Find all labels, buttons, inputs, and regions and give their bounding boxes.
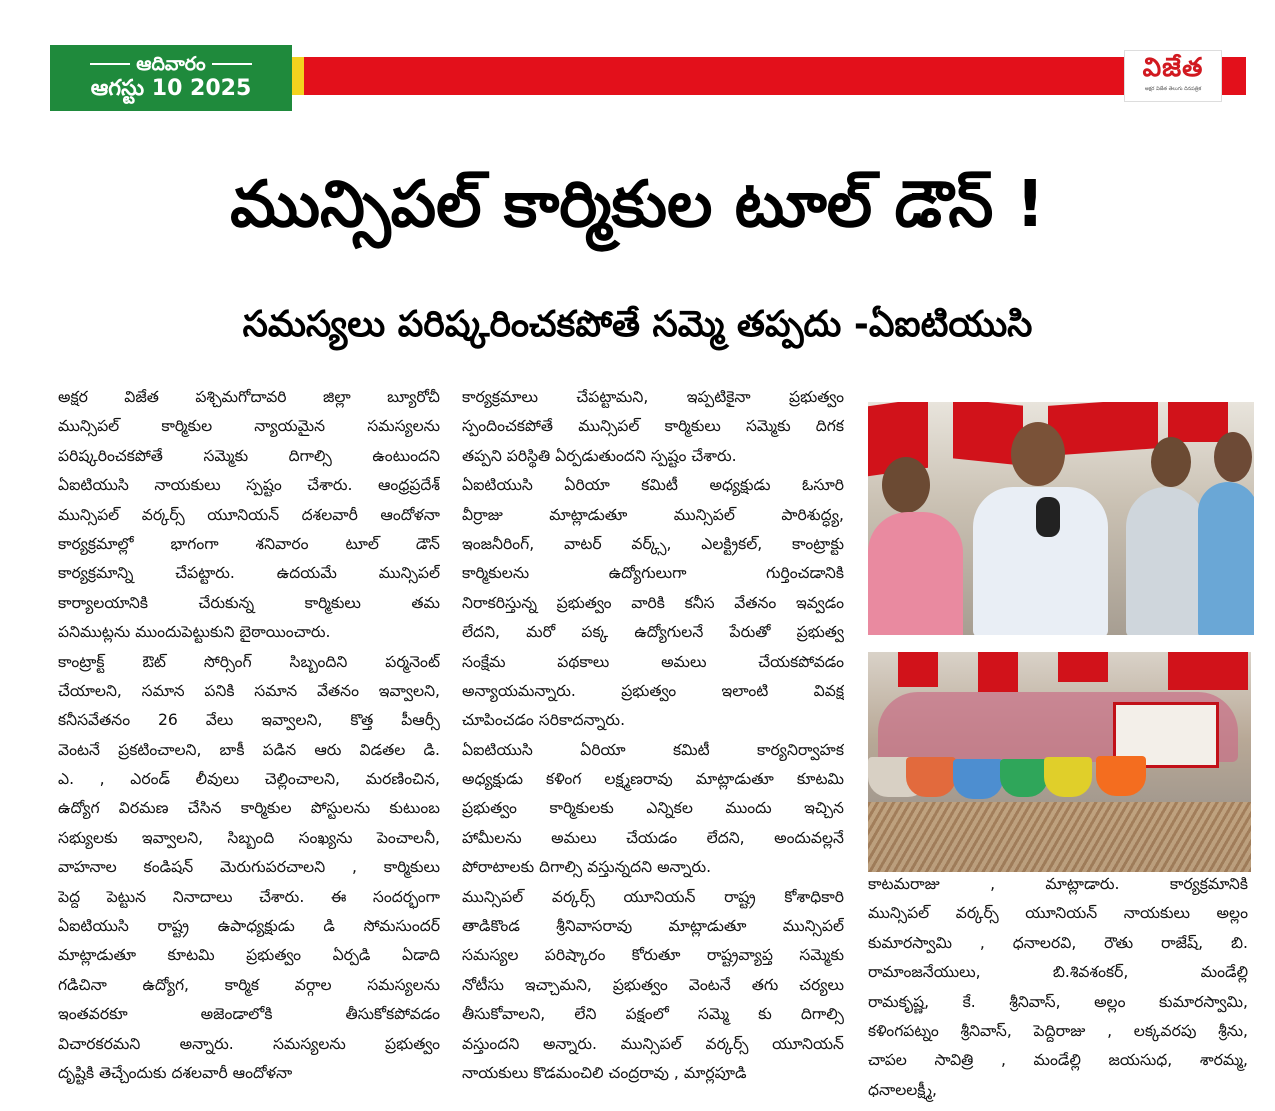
article-text-line: స్పందించకపోతే మున్సిపల్ కార్మికులు సమ్మెకు దిగక: [462, 417, 844, 436]
article-text-line: కాంట్రాక్ట్ ఔట్ సోర్సింగ్ సిబ్బందిని పర్మనెంట్: [58, 652, 440, 671]
article-text-line: మున్సిపల్ వర్కర్స్ యూనియన్ రాష్ట్ర కోశాధికారి: [462, 887, 844, 906]
weekday: ఆదివారం: [136, 53, 206, 75]
article-text-line: ఏఐటియుసి ఏరియా కమిటీ కార్యనిర్వాహక: [462, 740, 844, 759]
article-text-line: రామకృష్ణ, కే. శ్రీనివాస్, అల్లం కుమారస్వామి,: [868, 992, 1248, 1011]
article-text-line: నాయకులు కొడమంచిలి చంద్రరావు , మార్లపూడి: [462, 1063, 747, 1082]
article-text-line: వస్తుందని అన్నారు. మున్సిపల్ వర్కర్స్ యూనియన్: [462, 1034, 844, 1053]
article-text-line: ఉద్యోగ విరమణ చేసిన కార్మికుల పోస్టులను కుటుంబ: [58, 799, 440, 818]
article-text-line: హామీలను అమలు చేయడం లేదని, అందువల్లనే: [462, 828, 844, 847]
person: [868, 512, 963, 635]
article-text-line: రామాంజనేయులు, బి.శివశంకర్, మండేల్లి: [868, 963, 1248, 982]
article-text-line: మున్సిపల్ కార్మికుల న్యాయమైన సమస్యలను: [58, 417, 440, 436]
article-text-line: సమస్యల పరిష్కారం కోరుతూ రాష్ట్రవ్యాప్త సమ్మెకు: [462, 946, 844, 965]
person: [1198, 482, 1254, 635]
article-column-3: [868, 870, 1248, 1105]
article-text-line: కనీసవేతనం 26 వేలు ఇవ్వాలని, కొత్త పీఆర్సీ: [58, 711, 440, 730]
divider: [212, 63, 252, 65]
logo-text: విజేత: [1142, 53, 1204, 83]
masthead-band: [292, 57, 1124, 95]
newspaper-logo: [1124, 50, 1222, 102]
article-text-line: పెద్ద పెట్టున నినాదాలు చేశారు. ఈ సందర్భంగా: [58, 887, 440, 906]
microphone: [1036, 497, 1060, 537]
person-head: [882, 457, 930, 513]
article-text-line: అన్యాయమన్నారు. ప్రభుత్వం ఇలాంటి వివక్ష: [462, 681, 844, 700]
article-text-line: పనిముట్లను ముందుపెట్టుకుని బైఠాయించారు.: [58, 623, 331, 642]
issue-date: ఆగస్టు 10 2025: [90, 76, 252, 101]
date-badge: [50, 45, 292, 111]
tub: [906, 757, 956, 797]
article-text-line: కార్మికులను ఉద్యోగులుగా గుర్తించడానికి: [462, 564, 844, 583]
article-text-line: సంక్షేమ పథకాలు అమలు చేయకపోవడం: [462, 652, 844, 671]
article-text-line: ధనాలలక్ష్మీ,: [868, 1080, 937, 1099]
article-column-2: [462, 383, 844, 1088]
person-head: [1214, 432, 1252, 482]
article-text-line: ఇంతవరకూ అజెండాలోకి తీసుకోకపోవడం: [58, 1005, 440, 1024]
article-text-line: ఇంజనీరింగ్, వాటర్ వర్క్స్, ఎలక్ట్రికల్, కాంట్రాక్టు: [462, 534, 844, 553]
article-text-line: నిరాకరిస్తున్న ప్రభుత్వం వారికి కనీస వేతనం ఇవ్వడం: [462, 593, 844, 612]
article-text-line: కళింగపట్నం శ్రీనివాస్, పెద్దిరాజు , లక్కవరపు శ్రీను,: [868, 1021, 1248, 1040]
article-column-1: [58, 383, 440, 1088]
article-text-line: మున్సిపల్ వర్కర్స్ యూనియన్ నాయకులు అల్లం: [868, 904, 1248, 923]
article-text-line: ఏఐటియుసి రాష్ట్ర ఉపాధ్యక్షుడు డి సోమసుందర్: [58, 917, 440, 936]
divider: [90, 63, 130, 65]
article-text-line: కాటమరాజు , మాట్లాడారు. కార్యక్రమానికి: [868, 875, 1248, 893]
article-text-line: కార్యక్రమాన్ని చేపట్టారు. ఉదయమే మున్సిపల్: [58, 564, 440, 583]
red-flag: [978, 652, 1018, 692]
article-text-line: నోటీసు ఇచ్చామని, ప్రభుత్వం వెంటనే తగు చర్యలు: [462, 975, 844, 994]
masthead-accent: [292, 57, 304, 95]
article-text-line: చాపల సావిత్రి , మండేల్లి జయసుధ, శారమ్మ,: [868, 1051, 1248, 1070]
tub: [1044, 757, 1092, 797]
weekday-row: [50, 53, 292, 75]
article-text-line: చూపించడం సరికాదన్నారు.: [462, 711, 626, 730]
article-text-line: దృష్టికి తెచ్చేందుకు దశలవారీ ఆందోళనా: [58, 1063, 293, 1082]
article-text-line: కార్యక్రమాలు చేపట్టామని, ఇప్పటికైనా ప్రభుత్వం: [462, 388, 844, 406]
red-flag: [1168, 652, 1248, 690]
article-text-line: పరిష్కరించకపోతే సమ్మెకు దిగాల్సి ఉంటుందని: [58, 446, 440, 465]
article-text-line: ఏఐటియుసి ఏరియా కమిటీ అధ్యక్షుడు ఓసూరి: [462, 476, 844, 495]
red-flag: [898, 652, 938, 687]
red-flag: [1168, 402, 1228, 442]
article-text-line: వీర్రాజు మాట్లాడుతూ మున్సిపల్ పారిశుద్ధ్య,: [462, 505, 844, 524]
article-text-line: లేదని, మరో పక్క ఉద్యోగులనే పేరుతో ప్రభుత్వ: [462, 623, 844, 642]
person-head: [1011, 422, 1065, 486]
photo-tool-down-protest: [868, 652, 1251, 872]
article-text-line: వెంటనే ప్రకటించాలని, బాకీ పడిన ఆరు విడతల డి.: [58, 740, 440, 759]
article-text-line: మున్సిపల్ వర్కర్స్ యూనియన్ దశలవారీ ఆందోళనా: [58, 505, 440, 524]
article-text-line: ప్రభుత్వం కార్మికులకు ఎన్నికల ముందు ఇచ్చిన: [462, 799, 844, 818]
article-subheadline: సమస్యలు పరిష్కరించకపోతే సమ్మె తప్పదు -ఏఐటియుసి: [242, 304, 1033, 345]
article-text-line: విచారకరమని అన్నారు. సమస్యలను ప్రభుత్వం: [58, 1034, 440, 1053]
photo-press-interview: [868, 402, 1254, 635]
person-head: [1151, 437, 1191, 487]
tub: [1000, 759, 1048, 797]
article-text-line: చేయాలని, సమాన పనికి సమాన వేతనం ఇవ్వాలని,: [58, 681, 440, 700]
article-text-line: అక్షర విజేత పశ్చిమగోదావరి జిల్లా బ్యూరోచీ: [58, 388, 440, 406]
article-text-line: అధ్యక్షుడు కళింగ లక్ష్మణరావు మాట్లాడుతూ కూటమి: [462, 770, 844, 789]
article-text-line: ఏఐటియుసి నాయకులు స్పష్టం చేశారు. ఆంధ్రప్రదేశ్: [58, 476, 440, 495]
article-text-line: గడిచినా ఉద్యోగ, కార్మిక వర్గాల సమస్యలను: [58, 975, 440, 994]
article-text-line: తీసుకోవాలని, లేని పక్షంలో సమ్మె కు దిగాల్సి: [462, 1005, 844, 1024]
brooms: [868, 802, 1251, 872]
article-text-line: కార్యాలయానికి చేరుకున్న కార్మికులు తమ: [58, 593, 440, 612]
article-text-line: ఎ. , ఎరండ్ లీవులు చెల్లించాలని, మరణించిన,: [58, 770, 440, 789]
red-flag: [1058, 652, 1108, 682]
tub: [953, 759, 1003, 799]
article-text-line: తాడికొండ శ్రీనివాసరావు మాట్లాడుతూ మున్సిపల్: [462, 917, 844, 936]
masthead-band-end: [1222, 57, 1246, 95]
person: [1126, 487, 1206, 635]
article-text-line: కార్యక్రమాల్లో భాగంగా శనివారం టూల్ డౌన్: [58, 534, 440, 553]
logo-tagline: అక్షర విజేత తెలుగు దినపత్రిక: [1144, 86, 1202, 92]
article-text-line: కుమారస్వామి , ధనాలరవి, రౌతు రాజేష్, బి.: [868, 933, 1248, 952]
article-text-line: మాట్లాడుతూ కూటమి ప్రభుత్వం ఏర్పడి ఏడాది: [58, 946, 440, 965]
article-headline: మున్సిపల్ కార్మికుల టూల్ డౌన్ !: [230, 168, 1045, 242]
article-text-line: తప్పని పరిస్థితి ఏర్పడుతుందని స్పష్టం చేశారు.: [462, 446, 737, 465]
article-text-line: పోరాటాలకు దిగాల్సి వస్తున్నదని అన్నారు.: [462, 858, 712, 877]
tub: [1096, 756, 1146, 796]
article-text-line: సభ్యులకు ఇవ్వాలని, సిబ్బంది సంఖ్యను పెంచాలనీ,: [58, 828, 440, 847]
article-text-line: వాహనాల కండిషన్ మెరుగుపరచాలని , కార్మికులు: [58, 858, 440, 877]
